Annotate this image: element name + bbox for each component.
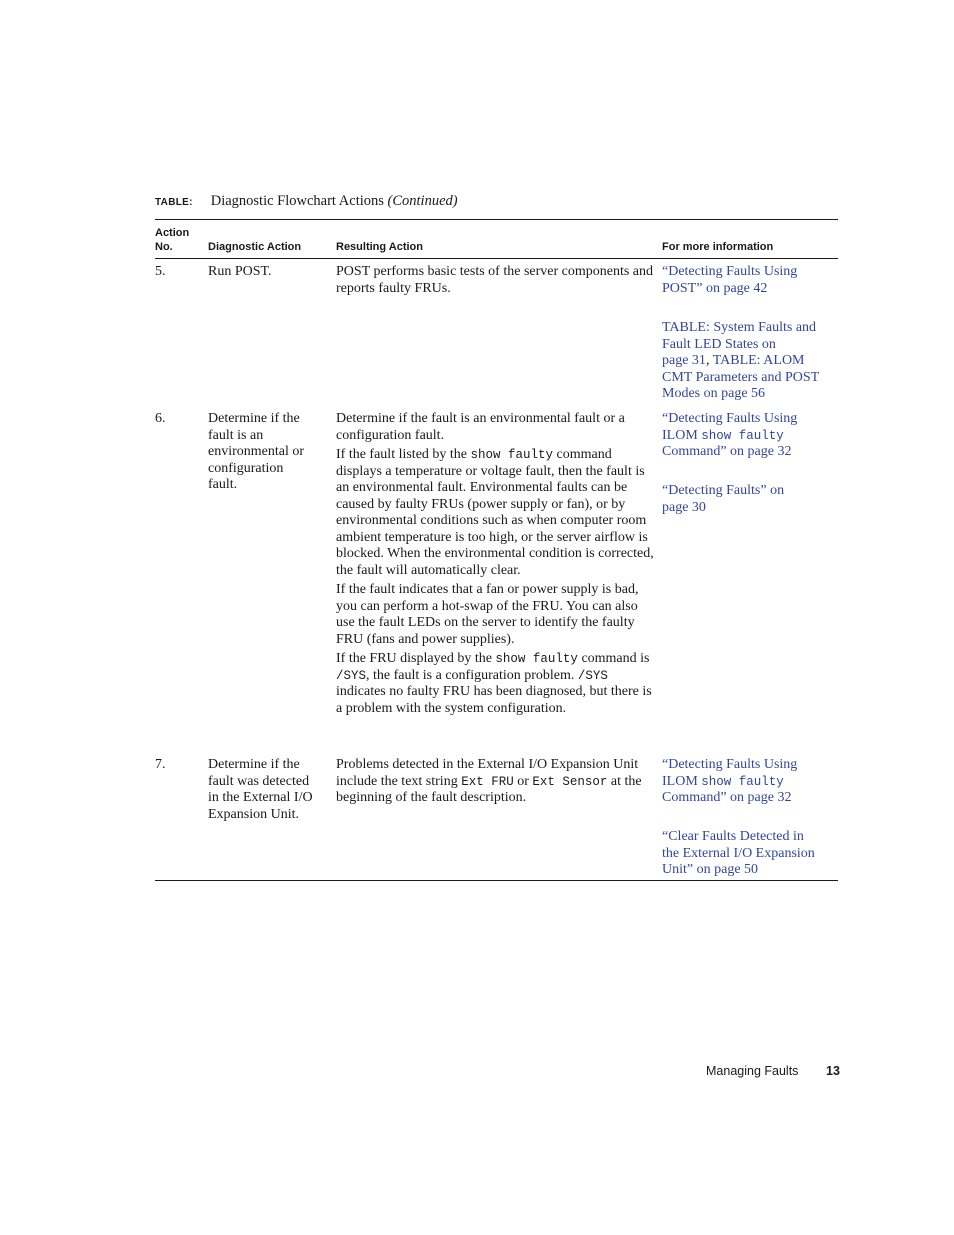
row6-result-p2: [336, 447, 654, 579]
header-action-no: [155, 226, 189, 254]
row6-link1-code: show faulty: [701, 428, 784, 443]
row7-diagnostic-line4: Expansion Unit.: [208, 806, 299, 822]
row7-result-p1: [336, 757, 654, 807]
row6-result-p4-code1: show faulty: [495, 652, 578, 666]
row6-link2-line2: page 30: [662, 499, 706, 515]
table-caption-continued: (Continued): [387, 193, 458, 209]
row7-number: 7.: [155, 757, 166, 772]
row5-link2-line1: TABLE: System Faults and: [662, 320, 817, 335]
row6-link-detecting-faults-ilom[interactable]: [662, 411, 838, 461]
row7-link2-line1: “Clear Faults Detected in: [662, 829, 804, 844]
row5-link2-line3: [662, 353, 838, 370]
header-resulting-action: Resulting Action: [336, 241, 423, 253]
row5-link2-line5: Modes on page 56: [662, 386, 766, 401]
row6-result-p2-text-a: If the fault listed by the: [336, 447, 471, 462]
row7-diagnostic-line1: Determine if the: [208, 757, 300, 772]
row7-link1-line3: Command” on page 32: [662, 790, 792, 805]
row5-link-detecting-faults-post[interactable]: [662, 264, 838, 297]
row6-diagnostic-line2: fault is an: [208, 427, 264, 443]
row7-link1-code: show faulty: [701, 774, 784, 789]
footer-section-title: Managing Faults: [706, 1064, 799, 1078]
row7-result-text-c: at the beginning of the fault description.: [336, 773, 642, 805]
row7-result: [336, 757, 654, 810]
row6-diagnostic: [208, 411, 330, 494]
table-caption-title: Diagnostic Flowchart Actions: [210, 193, 384, 209]
row5-link2-line4: CMT Parameters and POST: [662, 369, 820, 385]
row6-link1-line2: [662, 428, 838, 445]
row7-result-text-a: Problems detected in the External I/O Expansion Unit include the text string: [336, 757, 639, 789]
row6-link1-line1: “Detecting Faults Using: [662, 411, 798, 426]
row6-number: 6.: [155, 411, 166, 426]
row7-result-code2: Ext Sensor: [532, 774, 608, 789]
row7-result-text-b: or: [513, 773, 533, 789]
row6-diagnostic-line3: environmental or: [208, 444, 305, 459]
row6-result-p1: Determine if the fault is an environmental fault or a configuration fault.: [336, 411, 625, 443]
row7-link1-line1: “Detecting Faults Using: [662, 757, 798, 772]
row6-result-p4-text-d: indicates no faulty FRU has been diagnosed, but there is a problem with the system configuration.: [336, 684, 652, 716]
row6-diagnostic-line1: Determine if the: [208, 411, 300, 426]
row5-link2-line2: Fault LED States on: [662, 336, 776, 352]
row5-result: [336, 264, 654, 300]
row6-result-p4-text-b: command is: [577, 651, 650, 666]
row5-diagnostic: Run POST.: [208, 264, 272, 279]
row7-link1-ilom: ILOM: [662, 773, 702, 789]
row5-link-table-references[interactable]: [662, 320, 838, 403]
header-rule: [155, 258, 838, 259]
row5-link2-table-alom: TABLE: ALOM: [712, 353, 805, 368]
row7-link-clear-faults-external[interactable]: [662, 829, 838, 879]
row5-link1-line1: “Detecting Faults Using: [662, 264, 798, 279]
row6-diagnostic-line4: configuration: [208, 460, 284, 476]
row6-link1-ilom: ILOM: [662, 427, 702, 443]
row6-result-p4: [336, 651, 654, 717]
header-action-no-line1: Action: [155, 227, 190, 239]
row5-link2-separator: ,: [705, 353, 713, 368]
row6-link1-line3: Command” on page 32: [662, 444, 792, 459]
table-caption-tag: TABLE:: [155, 197, 193, 208]
row6-diagnostic-line5: fault.: [208, 477, 238, 492]
row7-diagnostic-line2: fault was detected: [208, 773, 310, 789]
row6-result-p4-text-a: If the FRU displayed by the: [336, 651, 496, 666]
row5-link1-line2: POST” on page 42: [662, 280, 768, 296]
header-more-info: For more information: [662, 241, 774, 253]
row7-link1-line2: [662, 774, 838, 791]
row7-diagnostic-line3: in the External I/O: [208, 790, 313, 805]
row5-link2-page31: page 31: [662, 353, 706, 368]
table-top-rule: [155, 219, 838, 220]
header-diagnostic-action: Diagnostic Action: [208, 241, 302, 253]
row7-link2-line3: Unit” on page 50: [662, 862, 759, 877]
row6-result-p4-code2: /SYS: [336, 668, 367, 683]
table-caption: [155, 192, 458, 212]
header-action-no-line2: No.: [155, 241, 173, 253]
row6-result: [336, 411, 654, 720]
row7-result-code1: Ext FRU: [461, 774, 514, 789]
row6-result-p4-code3: /SYS: [577, 668, 608, 683]
row6-result-p3: If the fault indicates that a fan or power supply is bad, you can perform a hot-swap of the FRU. You can also use the fault LEDs on the server to identify the faulty FRU (fans and power supplies).: [336, 582, 639, 647]
row6-result-p2-code: show faulty: [470, 448, 554, 462]
row5-number: 5.: [155, 264, 166, 279]
row7-link-detecting-faults-ilom[interactable]: [662, 757, 838, 807]
row6-link2-line1: “Detecting Faults” on: [662, 483, 785, 498]
row5-result-p1: POST performs basic tests of the server components and reports faulty FRUs.: [336, 264, 654, 296]
footer-page-number: 13: [826, 1064, 840, 1078]
row7-diagnostic: [208, 757, 330, 823]
table-bottom-rule: [155, 880, 838, 881]
row6-result-p4-text-c: , the fault is a configuration problem.: [366, 667, 578, 683]
row7-link2-line2: the External I/O Expansion: [662, 845, 815, 861]
row6-result-p2-text-b: command displays a temperature or voltage fault, then the fault is an environmental fault. Environmental faults can be caused by faulty FRUs (power supply or fan), or by environmental conditions such as when computer room ambient temperature is too high, or the server airflow is blocked. When the environmental condition is corrected, the fault will automatically clear.: [336, 447, 654, 578]
row6-link-detecting-faults[interactable]: [662, 483, 838, 516]
